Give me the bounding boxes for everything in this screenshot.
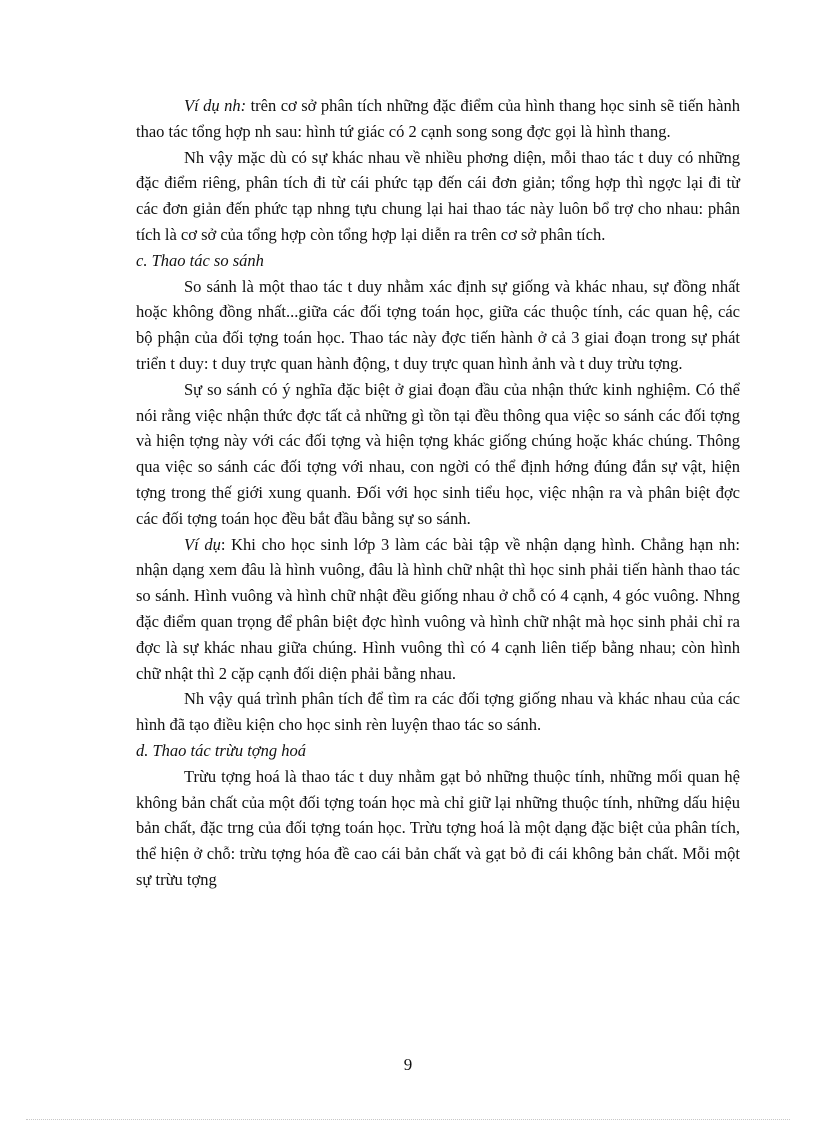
body-text xyxy=(136,93,740,893)
paragraph-comparison-definition: So sánh là một thao tác t duy nhằm xác định sự giống và khác nhau, sự đồng nhất hoặc không đồng nhất...giữa các đối tợng toán học, giữa các thuộc tính, các quan hệ, các bộ phận của đối tợng toán học. Thao tác này đợc tiến hành ở cả 3 giai đoạn trong sự phát triển t duy: t duy trực quan hành động, t duy trực quan hình ảnh và t duy trừu tợng. xyxy=(136,276,740,373)
example-lead: Ví dụ xyxy=(184,534,221,554)
example-lead: Ví dụ nh: xyxy=(184,96,247,115)
paragraph-abstraction: Trừu tợng hoá là thao tác t duy nhằm gạt bỏ những thuộc tính, những mối quan hệ không bản chất của một đối tợng toán học mà chỉ giữ lại những thuộc tính, những dấu hiệu bản chất, đặc trng của đối tợng toán học. Trừu tợng hoá là một dạng đặc biệt của phân tích, thể hiện ở chỗ: trừu tợng hóa đề cao cái bản chất và gạt bỏ đi cái không bản chất. Mỗi một sự trừu tợng xyxy=(136,766,740,889)
page-number: 9 xyxy=(403,1055,413,1074)
paragraph-text: trên cơ sở phân tích những đặc điểm của hình thang học sinh sẽ tiến hành thao tác tổng hợp nh sau: hình tứ giác có 2 cạnh song song đợc gọi là hình thang. xyxy=(136,96,740,141)
footer-divider xyxy=(26,1119,790,1120)
section-heading-comparison: c. Thao tác so sánh xyxy=(136,250,264,270)
paragraph-comparison-meaning: Sự so sánh có ý nghĩa đặc biệt ở giai đoạn đầu của nhận thức kinh nghiệm. Có thể nói rằng việc nhận thức đợc tất cả những gì tồn tại đều thông qua việc so sánh các đối tợng và hiện tợng này với các đối tợng và hiện tợng khác giống chúng hoặc khác chúng. Thông qua việc so sánh các đối tợng với nhau, con ngời có thể định hớng đúng đắn sự vật, hiện tợng trong thế giới xung quanh. Đối với học sinh tiểu học, việc nhận ra và phân biệt đợc các đối tợng toán học đều bắt đầu bằng sự so sánh. xyxy=(136,379,740,528)
section-heading-abstraction: d. Thao tác trừu tợng hoá xyxy=(136,740,306,760)
paragraph-analysis-synthesis: Nh vậy mặc dù có sự khác nhau về nhiều phơng diện, mỗi thao tác t duy có những đặc điểm riêng, phân tích đi từ cái phức tạp đến cái đơn giản; tổng hợp thì ngợc lại đi từ các đơn giản đến phức tạp nhng tựu chung lại hai thao tác này luôn bổ trợ cho nhau: phân tích là cơ sở của tổng hợp còn tổng hợp lại diễn ra trên cơ sở phân tích. xyxy=(136,147,740,244)
paragraph-example-trapezoid xyxy=(136,93,740,145)
paragraph-comparison-summary: Nh vậy quá trình phân tích để tìm ra các đối tợng giống nhau và khác nhau của các hình đã tạo điều kiện cho học sinh rèn luyện thao tác so sánh. xyxy=(136,689,740,735)
paragraph-text: : Khi cho học sinh lớp 3 làm các bài tập về nhận dạng hình. Chẳng hạn nh: nhận dạng xem đâu là hình vuông, đâu là hình chữ nhật thì học sinh phải tiến hành thao tác so sánh. Hình vuông và hình chữ nhật đều giống nhau ở chỗ có 4 cạnh, 4 góc vuông. Nhng đặc điểm quan trọng để phân biệt đợc hình vuông và hình chữ nhật mà học sinh phải chỉ ra đợc là sự khác nhau giữa chúng. Hình vuông thì có 4 cạnh liên tiếp bằng nhau; còn hình chữ nhật thì 2 cặp cạnh đối diện phải bằng nhau. xyxy=(136,534,740,683)
paragraph-example-shapes xyxy=(136,532,740,687)
